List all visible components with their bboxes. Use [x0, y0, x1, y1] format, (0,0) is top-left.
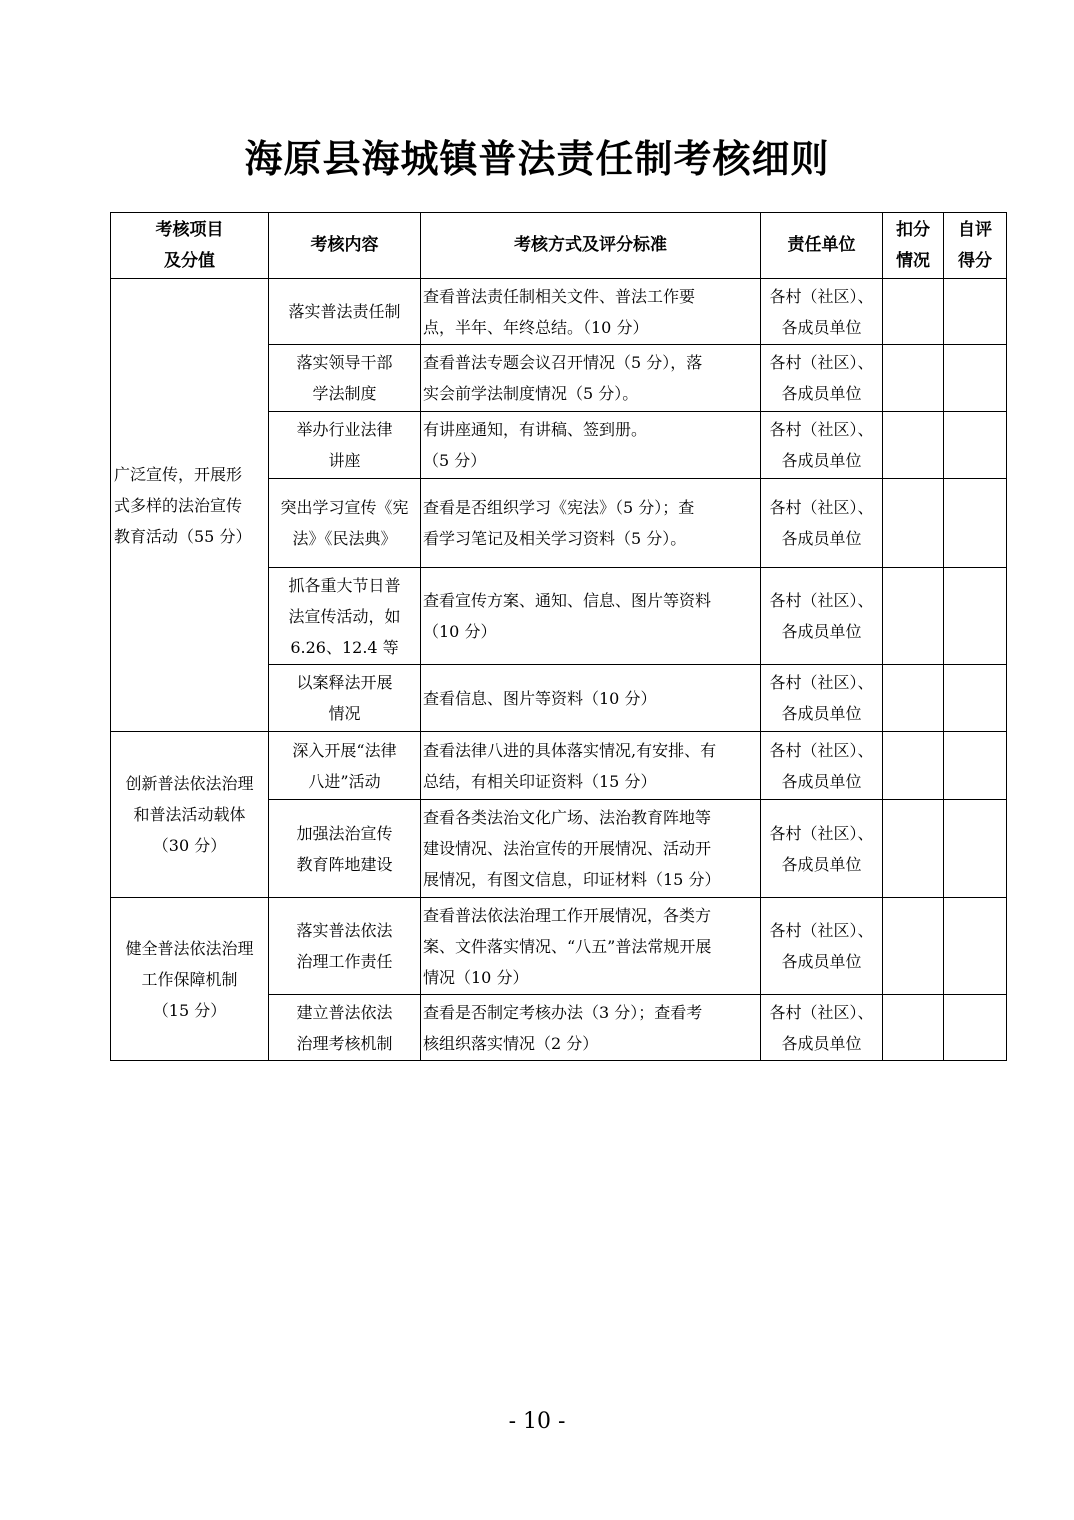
self-score-cell: [944, 568, 1007, 665]
table-row: [111, 279, 1007, 345]
method-cell: 查看是否组织学习《宪法》（5 分）；查 看学习笔记及相关学习资料（5 分）。: [421, 479, 761, 568]
method-cell: 查看是否制定考核办法（3 分）；查看考 核组织落实情况（2 分）: [421, 995, 761, 1061]
header-responsible: 责任单位: [761, 213, 883, 279]
content-cell: 加强法治宣传 教育阵地建设: [269, 800, 421, 898]
assessment-table: [110, 212, 1007, 1061]
self-score-cell: [944, 732, 1007, 800]
table-header-row: [111, 213, 1007, 279]
deduction-cell: [883, 412, 944, 479]
method-cell: 查看普法责任制相关文件、普法工作要 点，半年、年终总结。（10 分）: [421, 279, 761, 345]
self-score-cell: [944, 898, 1007, 995]
content-cell: 举办行业法律 讲座: [269, 412, 421, 479]
self-score-cell: [944, 995, 1007, 1061]
deduction-cell: [883, 732, 944, 800]
header-category: 考核项目 及分值: [111, 213, 269, 279]
deduction-cell: [883, 279, 944, 345]
responsible-cell: 各村（社区）、 各成员单位: [761, 898, 883, 995]
self-score-cell: [944, 665, 1007, 732]
content-cell: 以案释法开展 情况: [269, 665, 421, 732]
responsible-cell: 各村（社区）、 各成员单位: [761, 800, 883, 898]
deduction-cell: [883, 800, 944, 898]
responsible-cell: 各村（社区）、 各成员单位: [761, 568, 883, 665]
content-cell: 落实普法责任制: [269, 279, 421, 345]
responsible-cell: 各村（社区）、 各成员单位: [761, 345, 883, 412]
header-method: 考核方式及评分标准: [421, 213, 761, 279]
method-cell: 查看宣传方案、通知、信息、图片等资料 （10 分）: [421, 568, 761, 665]
responsible-cell: 各村（社区）、 各成员单位: [761, 412, 883, 479]
responsible-cell: 各村（社区）、 各成员单位: [761, 279, 883, 345]
content-cell: 突出学习宣传《宪 法》《民法典》: [269, 479, 421, 568]
content-cell: 落实普法依法 治理工作责任: [269, 898, 421, 995]
method-cell: 有讲座通知，有讲稿、签到册。 （5 分）: [421, 412, 761, 479]
category-cell: 创新普法依法治理 和普法活动载体 （30 分）: [111, 732, 269, 898]
deduction-cell: [883, 995, 944, 1061]
header-self-score: 自评 得分: [944, 213, 1007, 279]
self-score-cell: [944, 279, 1007, 345]
header-deduction: 扣分 情况: [883, 213, 944, 279]
deduction-cell: [883, 479, 944, 568]
self-score-cell: [944, 412, 1007, 479]
responsible-cell: 各村（社区）、 各成员单位: [761, 732, 883, 800]
method-cell: 查看法律八进的具体落实情况,有安排、有 总结，有相关印证资料（15 分）: [421, 732, 761, 800]
page-number: - 10 -: [508, 1409, 566, 1434]
deduction-cell: [883, 568, 944, 665]
method-cell: 查看普法专题会议召开情况（5 分），落 实会前学法制度情况（5 分）。: [421, 345, 761, 412]
deduction-cell: [883, 898, 944, 995]
deduction-cell: [883, 345, 944, 412]
header-content: 考核内容: [269, 213, 421, 279]
content-cell: 深入开展“法律 八进”活动: [269, 732, 421, 800]
method-cell: 查看信息、图片等资料（10 分）: [421, 665, 761, 732]
category-cell: 健全普法依法治理 工作保障机制 （15 分）: [111, 898, 269, 1061]
responsible-cell: 各村（社区）、 各成员单位: [761, 995, 883, 1061]
self-score-cell: [944, 479, 1007, 568]
self-score-cell: [944, 345, 1007, 412]
responsible-cell: 各村（社区）、 各成员单位: [761, 665, 883, 732]
content-cell: 落实领导干部 学法制度: [269, 345, 421, 412]
content-cell: 建立普法依法 治理考核机制: [269, 995, 421, 1061]
responsible-cell: 各村（社区）、 各成员单位: [761, 479, 883, 568]
deduction-cell: [883, 665, 944, 732]
content-cell: 抓各重大节日普 法宣传活动，如 6.26、12.4 等: [269, 568, 421, 665]
page-title: 海原县海城镇普法责任制考核细则: [244, 136, 830, 181]
self-score-cell: [944, 800, 1007, 898]
category-cell: 广泛宣传，开展形 式多样的法治宣传 教育活动（55 分）: [111, 279, 269, 732]
table-row: [111, 898, 1007, 995]
table-row: [111, 732, 1007, 800]
method-cell: 查看普法依法治理工作开展情况，各类方 案、文件落实情况、“八五”普法常规开展 情况（10 分）: [421, 898, 761, 995]
method-cell: 查看各类法治文化广场、法治教育阵地等 建设情况、法治宣传的开展情况、活动开 展情况，有图文信息，印证材料（15 分）: [421, 800, 761, 898]
